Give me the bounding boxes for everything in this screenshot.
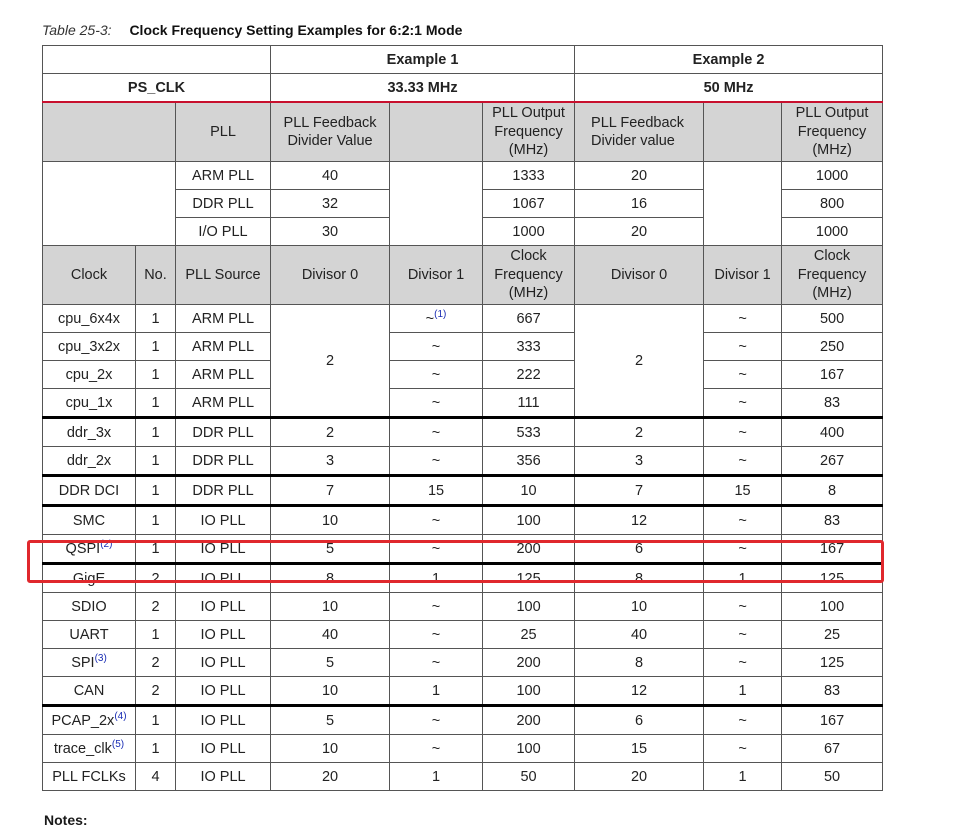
divisor1-ex1: ~ [390,706,483,735]
pll-header-blank-ex1 [390,102,483,162]
frequency-ex2: 167 [782,361,883,389]
clock-count: 1 [136,506,176,535]
divisor1-ex2: 1 [704,564,782,593]
frequency-ex2: 8 [782,476,883,506]
divisor0-ex2: 2 [575,418,704,447]
table-title: Clock Frequency Setting Examples for 6:2:1 Mode [129,22,463,38]
clock-count: 1 [136,476,176,506]
divisor1-ex2: ~ [704,361,782,389]
header-blank-cell [43,46,271,74]
clock-name: SDIO [43,593,136,621]
pll-output-ex1: 1333 [483,162,575,190]
divisor1-ex1: ~ [390,389,483,418]
pll-source: IO PLL [176,506,271,535]
frequency-ex2: 83 [782,506,883,535]
cpu-divisor0-ex2: 2 [575,305,704,418]
clock-name: cpu_3x2x [43,333,136,361]
divisor1-ex2: ~ [704,447,782,476]
clock-name: cpu_2x [43,361,136,389]
footnote-ref-4[interactable]: (4) [114,710,127,722]
frequency-ex1: 200 [483,649,575,677]
pll-feedback-ex1: 32 [271,190,390,218]
divisor1-ex2: 15 [704,476,782,506]
pll-source: IO PLL [176,564,271,593]
divisor1-ex1: ~ [390,447,483,476]
clock-name: ddr_3x [43,418,136,447]
divisor0-ex1: 2 [271,418,390,447]
divisor0-ex1: 8 [271,564,390,593]
divisor1-ex1: ~ [390,506,483,535]
clock-count: 1 [136,447,176,476]
clock-count: 2 [136,564,176,593]
divisor1-ex1: ~ [390,735,483,763]
divisor0-ex1: 5 [271,706,390,735]
frequency-ex2: 83 [782,677,883,706]
footnote-ref-2[interactable]: (2) [100,538,113,550]
clock-name: PLL FCLKs [43,763,136,791]
frequency-ex2: 125 [782,564,883,593]
divisor1-ex2: ~ [704,305,782,333]
frequency-ex2: 167 [782,706,883,735]
table-caption [42,20,462,40]
divisor0-ex2: 40 [575,621,704,649]
frequency-ex1: 200 [483,535,575,564]
divisor1-ex1: 1 [390,564,483,593]
divisor0-ex1: 10 [271,677,390,706]
clock-name: cpu_1x [43,389,136,418]
clock-name-text: SPI [71,654,95,671]
divisor0-ex2: 8 [575,564,704,593]
frequency-ex1: 100 [483,677,575,706]
divisor0-ex1: 10 [271,735,390,763]
pll-source: IO PLL [176,706,271,735]
clock-count: 4 [136,763,176,791]
divisor1-ex1: ~ [390,621,483,649]
divisor1-ex1: 15 [390,476,483,506]
clock-name-text: PCAP_2x [51,712,115,729]
clock-count: 1 [136,305,176,333]
pll-header-blank-ex2 [704,102,782,162]
clock-count: 1 [136,735,176,763]
example2-header: Example 2 [575,46,883,74]
divisor0-ex1-header: Divisor 0 [271,246,390,305]
divisor1-ex2: ~ [704,593,782,621]
clock-frequency-table [42,45,883,791]
pll-name: ARM PLL [176,162,271,190]
clock-count: 1 [136,389,176,418]
frequency-ex2: 25 [782,621,883,649]
frequency-ex2: 167 [782,535,883,564]
divisor0-ex2-header: Divisor 0 [575,246,704,305]
pll-feedback-ex2: 16 [575,190,704,218]
divisor0-ex1: 40 [271,621,390,649]
frequency-ex1: 356 [483,447,575,476]
pll-name: DDR PLL [176,190,271,218]
divisor1-ex1: 1 [390,763,483,791]
pll-source: IO PLL [176,593,271,621]
frequency-ex2: 400 [782,418,883,447]
divisor1-ex2: ~ [704,706,782,735]
pll-header-blank [43,102,176,162]
pll-feedback-ex2: 20 [575,162,704,190]
clock-count: 1 [136,535,176,564]
divisor0-ex2: 3 [575,447,704,476]
divisor0-ex2: 6 [575,706,704,735]
frequency-ex2: 267 [782,447,883,476]
frequency-ex1: 25 [483,621,575,649]
pll-source: IO PLL [176,535,271,564]
frequency-ex2: 67 [782,735,883,763]
ps-clk-label: PS_CLK [43,74,271,103]
clock-name: SMC [43,506,136,535]
pll-output-ex2: 800 [782,190,883,218]
frequency-ex2: 100 [782,593,883,621]
notes-heading: Notes: [44,812,88,828]
pll-output-ex1: 1067 [483,190,575,218]
pll-source-column-header: PLL Source [176,246,271,305]
clock-column-header: Clock [43,246,136,305]
divisor0-ex1: 10 [271,593,390,621]
clock-count: 1 [136,418,176,447]
divisor1-ex2: ~ [704,418,782,447]
frequency-ex1: 333 [483,333,575,361]
frequency-ex1: 667 [483,305,575,333]
divisor1-ex2: ~ [704,621,782,649]
pll-source: ARM PLL [176,389,271,418]
pll-output-frequency-ex1-header: PLL Output Frequency (MHz) [483,102,575,162]
qspi-row-highlight [27,540,884,583]
clock-count: 2 [136,677,176,706]
footnote-ref-1[interactable]: (1) [434,308,447,320]
clock-count: 2 [136,649,176,677]
divisor1-ex2: 1 [704,677,782,706]
pll-rows-blank [43,162,176,246]
frequency-ex1: 50 [483,763,575,791]
clock-name [43,649,136,677]
divisor1-ex1: ~ [390,593,483,621]
pll-feedback-ex1: 30 [271,218,390,246]
pll-source: IO PLL [176,649,271,677]
footnote-ref-5[interactable]: (5) [111,738,125,750]
pll-feedback-ex1: 40 [271,162,390,190]
clock-count: 2 [136,593,176,621]
clock-name: UART [43,621,136,649]
frequency-ex1: 10 [483,476,575,506]
divisor1-ex2: ~ [704,333,782,361]
divisor1-ex1: ~ [390,418,483,447]
divisor1-ex2-header: Divisor 1 [704,246,782,305]
divisor1-ex1: ~ [390,535,483,564]
pll-source: IO PLL [176,763,271,791]
divisor1-ex2: 1 [704,763,782,791]
pll-source: ARM PLL [176,333,271,361]
frequency-ex1: 222 [483,361,575,389]
divisor1-ex2: ~ [704,735,782,763]
clock-name-text: trace_clk [53,740,112,757]
divisor1-value: ~ [425,310,435,327]
footnote-ref-3[interactable]: (3) [94,652,107,664]
divisor0-ex1: 10 [271,506,390,535]
pll-feedback-divider-ex2-header: PLL Feedback Divider value [575,102,704,162]
clock-count: 1 [136,333,176,361]
divisor0-ex2: 10 [575,593,704,621]
frequency-ex2: 125 [782,649,883,677]
divisor0-ex1: 5 [271,649,390,677]
clock-name: DDR DCI [43,476,136,506]
divisor1-ex1: ~ [390,333,483,361]
divisor1-ex2: ~ [704,649,782,677]
divisor1-ex2: ~ [704,506,782,535]
pll-output-frequency-ex2-header: PLL Output Frequency (MHz) [782,102,883,162]
divisor1-ex2: ~ [704,389,782,418]
pll-output-ex2: 1000 [782,218,883,246]
pll-column-header: PLL [176,102,271,162]
frequency-ex2: 83 [782,389,883,418]
divisor0-ex2: 6 [575,535,704,564]
pll-source: IO PLL [176,677,271,706]
pll-output-ex2: 1000 [782,162,883,190]
pll-source: ARM PLL [176,361,271,389]
clock-name: ddr_2x [43,447,136,476]
pll-feedback-ex2: 20 [575,218,704,246]
clock-count: 1 [136,621,176,649]
example1-header: Example 1 [271,46,575,74]
pll-source: IO PLL [176,735,271,763]
divisor0-ex2: 8 [575,649,704,677]
clock-name [43,706,136,735]
no-column-header: No. [136,246,176,305]
divisor0-ex1: 5 [271,535,390,564]
divisor1-ex1: 1 [390,677,483,706]
ps-clk-example1: 33.33 MHz [271,74,575,103]
divisor0-ex2: 12 [575,677,704,706]
pll-feedback-divider-ex1-header: PLL Feedback Divider Value [271,102,390,162]
pll-source: ARM PLL [176,305,271,333]
frequency-ex2: 500 [782,305,883,333]
frequency-ex1: 200 [483,706,575,735]
cpu-divisor0-ex1: 2 [271,305,390,418]
frequency-ex1: 125 [483,564,575,593]
clock-frequency-ex2-header: Clock Frequency (MHz) [782,246,883,305]
pll-source: DDR PLL [176,476,271,506]
frequency-ex1: 111 [483,389,575,418]
clock-count: 1 [136,361,176,389]
clock-name: CAN [43,677,136,706]
pll-output-ex1: 1000 [483,218,575,246]
divisor0-ex1: 20 [271,763,390,791]
divisor1-ex1: ~ [390,649,483,677]
clock-name-text: QSPI [65,540,101,557]
pll-source: DDR PLL [176,418,271,447]
frequency-ex1: 100 [483,735,575,763]
divisor1-ex1: ~ [390,361,483,389]
divisor1-ex2: ~ [704,535,782,564]
pll-rows-blank-ex2 [704,162,782,246]
frequency-ex1: 100 [483,506,575,535]
frequency-ex1: 100 [483,593,575,621]
pll-source: DDR PLL [176,447,271,476]
divisor0-ex2: 15 [575,735,704,763]
frequency-ex2: 50 [782,763,883,791]
pll-rows-blank-ex1 [390,162,483,246]
divisor1-ex1-header: Divisor 1 [390,246,483,305]
clock-count: 1 [136,706,176,735]
frequency-ex1: 533 [483,418,575,447]
divisor1-ex1 [390,305,483,333]
divisor0-ex2: 12 [575,506,704,535]
clock-name: cpu_6x4x [43,305,136,333]
divisor0-ex2: 20 [575,763,704,791]
clock-name [43,735,136,763]
ps-clk-example2: 50 MHz [575,74,883,103]
frequency-ex2: 250 [782,333,883,361]
pll-name: I/O PLL [176,218,271,246]
table-number: Table 25-3: [42,22,112,38]
divisor0-ex2: 7 [575,476,704,506]
pll-source: IO PLL [176,621,271,649]
divisor0-ex1: 3 [271,447,390,476]
clock-frequency-ex1-header: Clock Frequency (MHz) [483,246,575,305]
clock-name: GigE [43,564,136,593]
divisor0-ex1: 7 [271,476,390,506]
